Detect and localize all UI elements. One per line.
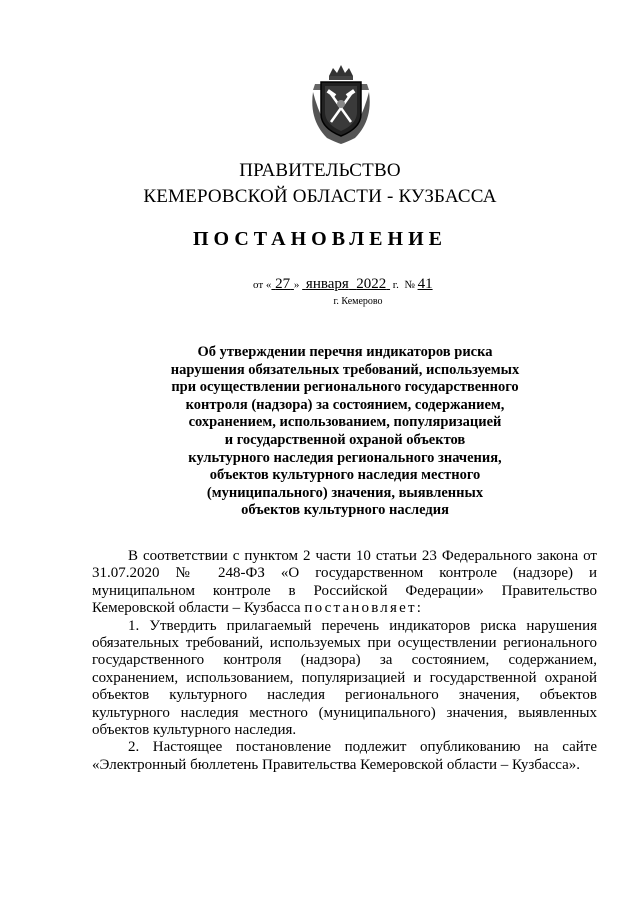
date-year-suffix: г. [392,279,399,291]
document-title [120,344,570,520]
city: г. Кемерово [333,296,383,307]
title-line: и государственной охраной объектов [224,431,466,448]
paragraph-item-2: 2. Настоящее постановление подлежит опубликованию на сайте «Электронный бюллетень Правительства Кемеровской области – Кузбасса». [92,739,597,773]
date-day: 27 [275,276,291,292]
title-line: (муниципального) значения, выявленных [206,484,484,501]
date-prefix: от « [253,279,272,291]
resolve-word: постановляет: [304,600,424,617]
title-line: сохранением, использованием, популяризацией [188,414,502,431]
date-month-year: января 2022 [305,276,387,292]
title-line: контроля (надзора) за состоянием, содержанием, [185,396,505,413]
date-mid: » [293,279,300,291]
document-type: ПОСТАНОВЛЕНИЕ [193,228,447,250]
title-line: нарушения обязательных требований, используемых [170,361,520,378]
coat-of-arms-icon [307,62,375,146]
number-label: № [404,279,415,291]
paragraph-item-1: 1. Утвердить прилагаемый перечень индикаторов риска нарушения обязательных требований, используемых при осуществлении регионального государственного контроля (надзора) за состоянием, содержанием, сохранением, использованием, популяризацией и государственной охраной объектов культурного наследия регионального значения, объектов культурного наследия местного (муниципального) значения, выявленных объектов культурного наследия. [92,617,597,739]
paragraph-preamble: В соответствии с пунктом 2 части 10 статьи 23 Федерального закона от 31.07.2020 № 248-ФЗ «О государственном контроле (надзоре) и муниципальном контроле в Российской Федерации» Правительство Кемеровской области – Кузбасса постановляет: [92,548,597,617]
document-number: 41 [417,276,433,292]
title-line: культурного наследия регионального значения, [188,449,502,466]
title-line: при осуществлении регионального государственного [171,379,519,396]
org-name-line1: ПРАВИТЕЛЬСТВО [239,160,401,181]
document-body [92,548,597,774]
org-name-line2: КЕМЕРОВСКОЙ ОБЛАСТИ - КУЗБАССА [143,186,497,207]
title-line: объектов культурного наследия местного [209,467,481,484]
date-line [253,276,433,293]
title-line: Об утверждении перечня индикаторов риска [197,344,493,360]
title-line: объектов культурного наследия [241,502,449,519]
